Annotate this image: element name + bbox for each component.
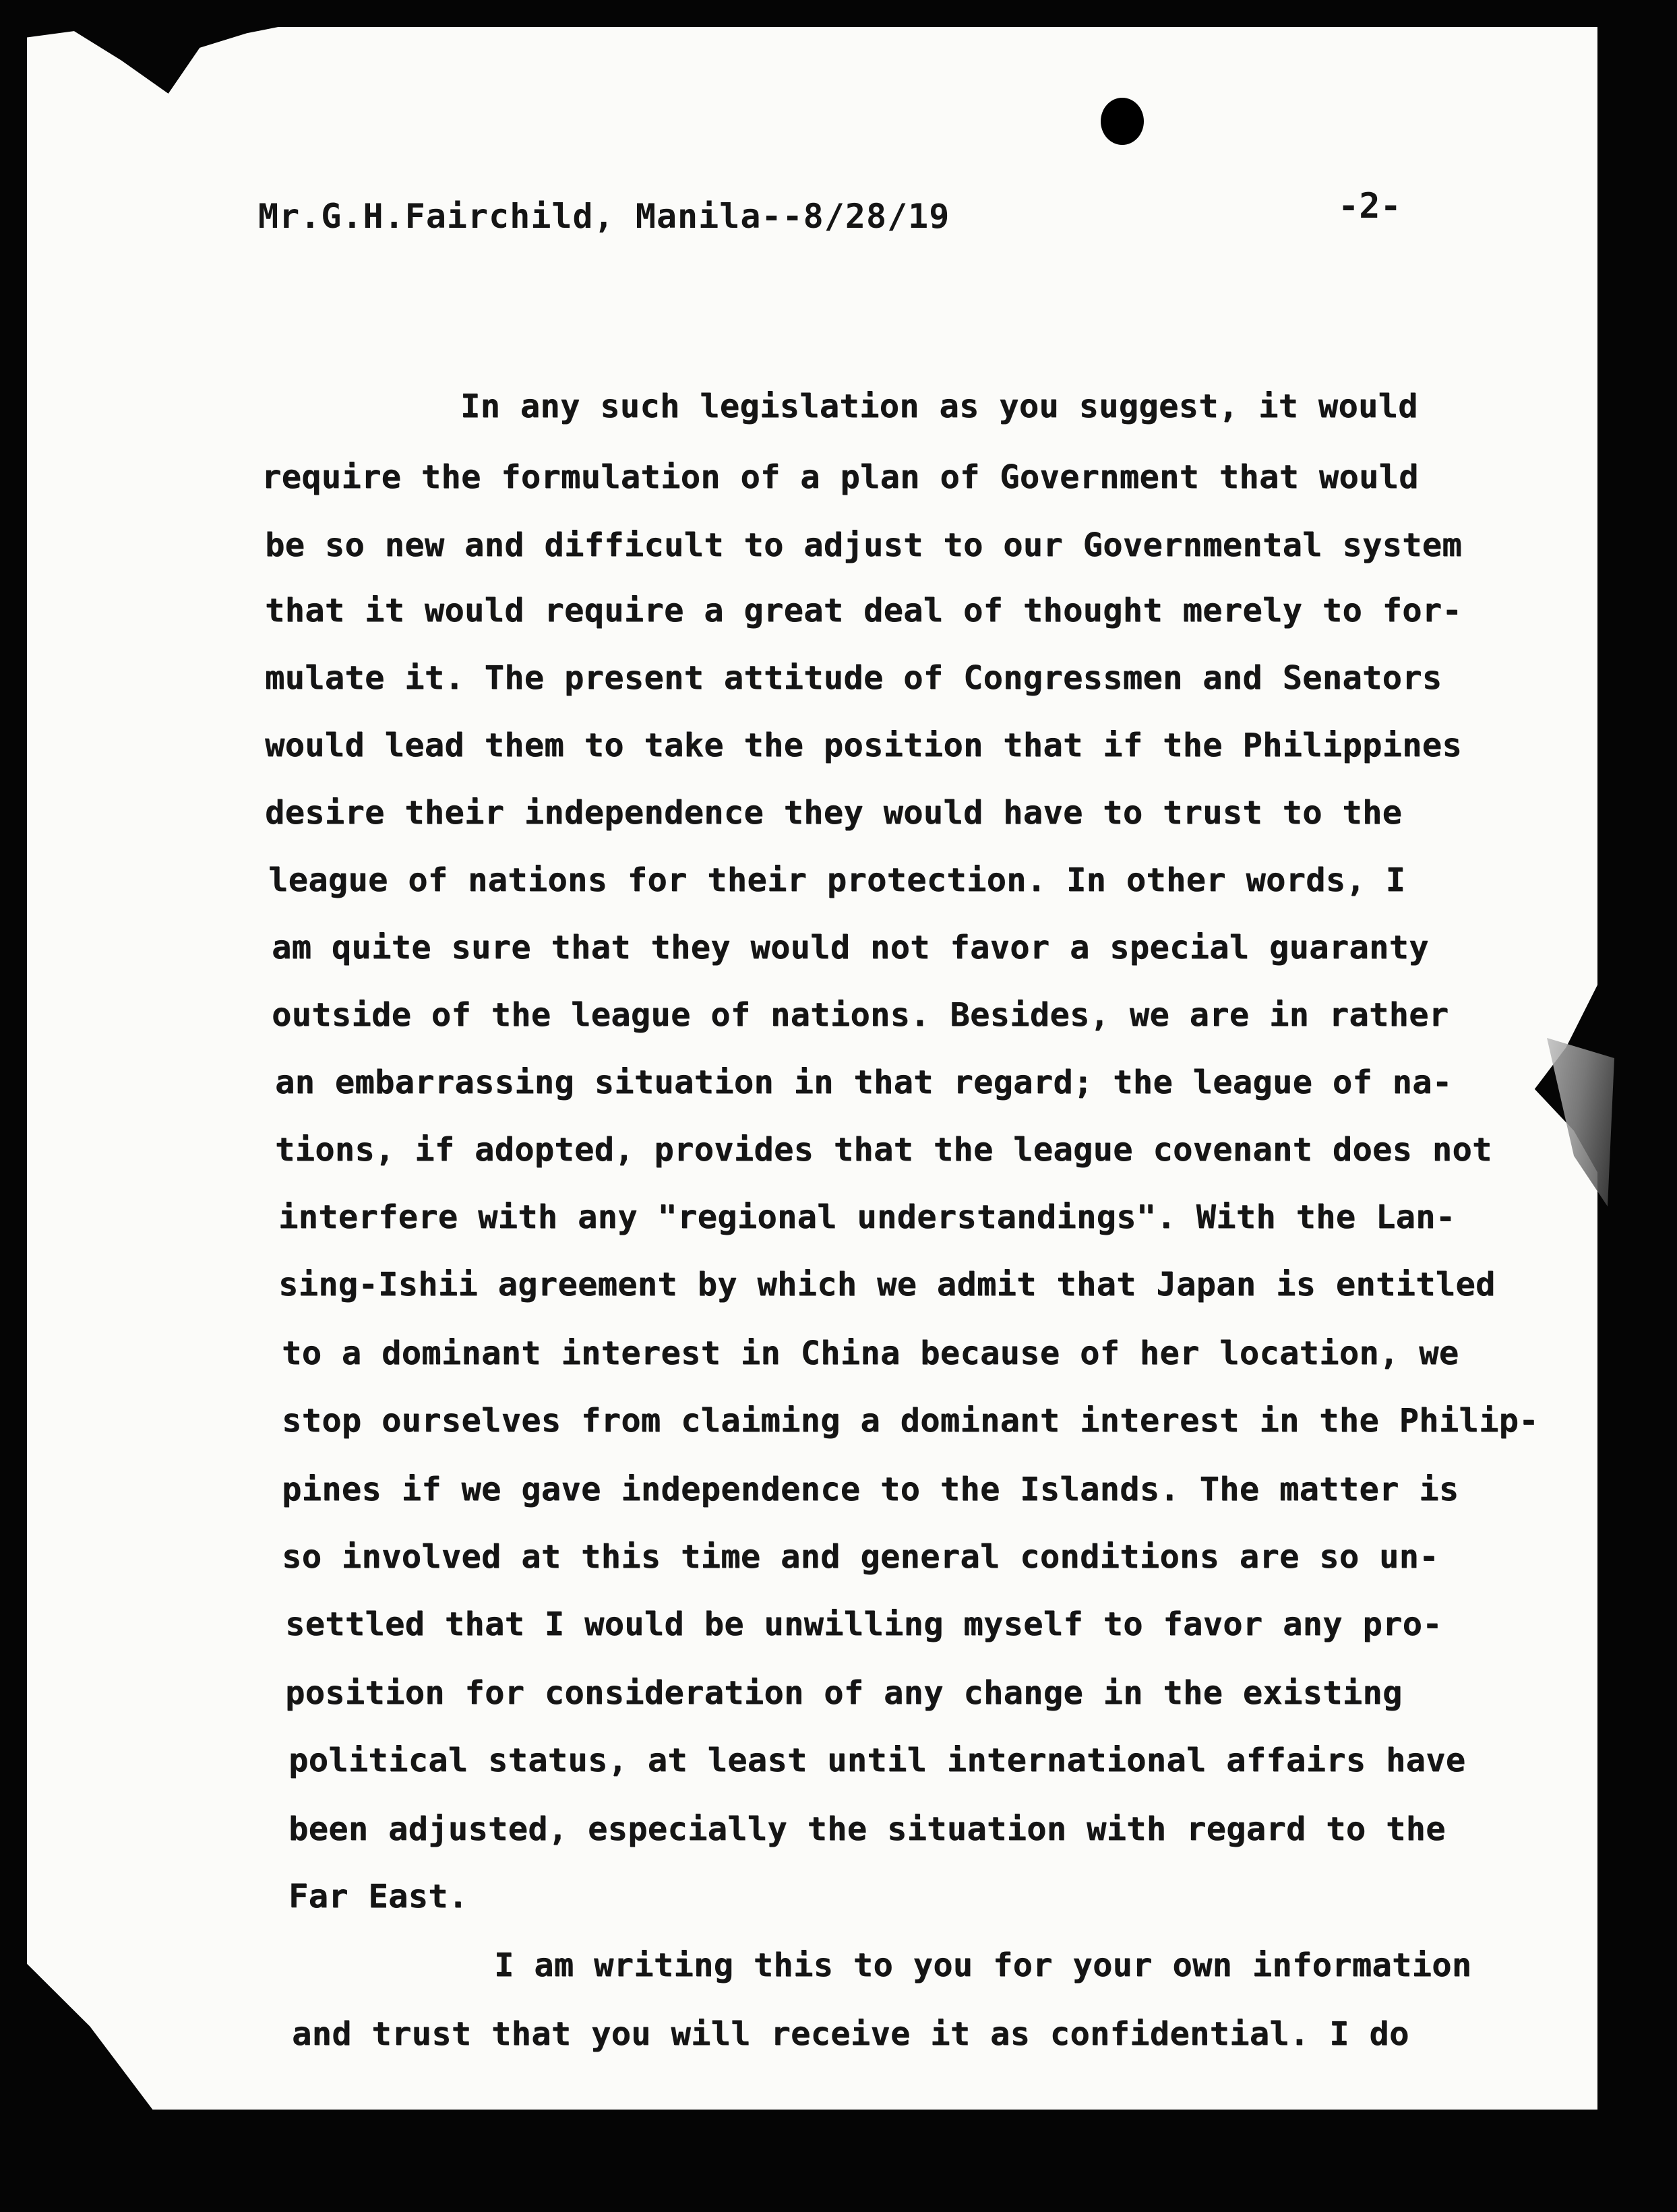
body-line: be so new and difficult to adjust to our Governmental system xyxy=(265,526,1462,564)
body-line: league of nations for their protection. In other words, I xyxy=(268,861,1406,899)
body-line: an embarrassing situation in that regard; the league of na- xyxy=(275,1064,1453,1101)
body-line: interfere with any "regional understandings". With the Lan- xyxy=(278,1198,1456,1236)
body-line: to a dominant interest in China because of her location, we xyxy=(282,1334,1459,1372)
body-line: mulate it. The present attitude of Congressmen and Senators xyxy=(265,659,1442,697)
body-line: stop ourselves from claiming a dominant interest in the Philip- xyxy=(282,1402,1539,1440)
body-line: that it would require a great deal of thought merely to for- xyxy=(265,592,1462,629)
body-line: pines if we gave independence to the Islands. The matter is xyxy=(282,1471,1459,1508)
page-number: -2- xyxy=(1338,186,1401,226)
letter-header: Mr.G.H.Fairchild, Manila--8/28/19 xyxy=(258,197,950,236)
body-line: tions, if adopted, provides that the league covenant does not xyxy=(275,1131,1492,1169)
body-line: In any such legislation as you suggest, it would xyxy=(460,388,1418,425)
body-line: settled that I would be unwilling myself to favor any pro- xyxy=(285,1605,1442,1643)
body-line: so involved at this time and general conditions are so un- xyxy=(282,1538,1439,1576)
body-line: sing-Ishii agreement by which we admit that Japan is entitled xyxy=(278,1266,1496,1303)
body-line: and trust that you will receive it as confidential. I do xyxy=(292,2015,1409,2053)
body-line: Far East. xyxy=(288,1878,468,1915)
body-line: require the formulation of a plan of Government that would xyxy=(262,458,1419,496)
body-line: been adjusted, especially the situation with regard to the xyxy=(288,1810,1446,1848)
body-line: political status, at least until international affairs have xyxy=(288,1742,1466,1779)
body-line: I am writing this to you for your own information xyxy=(494,1946,1472,1984)
body-line: am quite sure that they would not favor a special guaranty xyxy=(272,929,1429,966)
body-line: position for consideration of any change in the existing xyxy=(285,1674,1403,1712)
body-line: desire their independence they would have to trust to the xyxy=(265,794,1403,832)
body-line: outside of the league of nations. Besides, we are in rather xyxy=(272,996,1449,1034)
body-line: would lead them to take the position that if the Philippines xyxy=(265,727,1462,764)
